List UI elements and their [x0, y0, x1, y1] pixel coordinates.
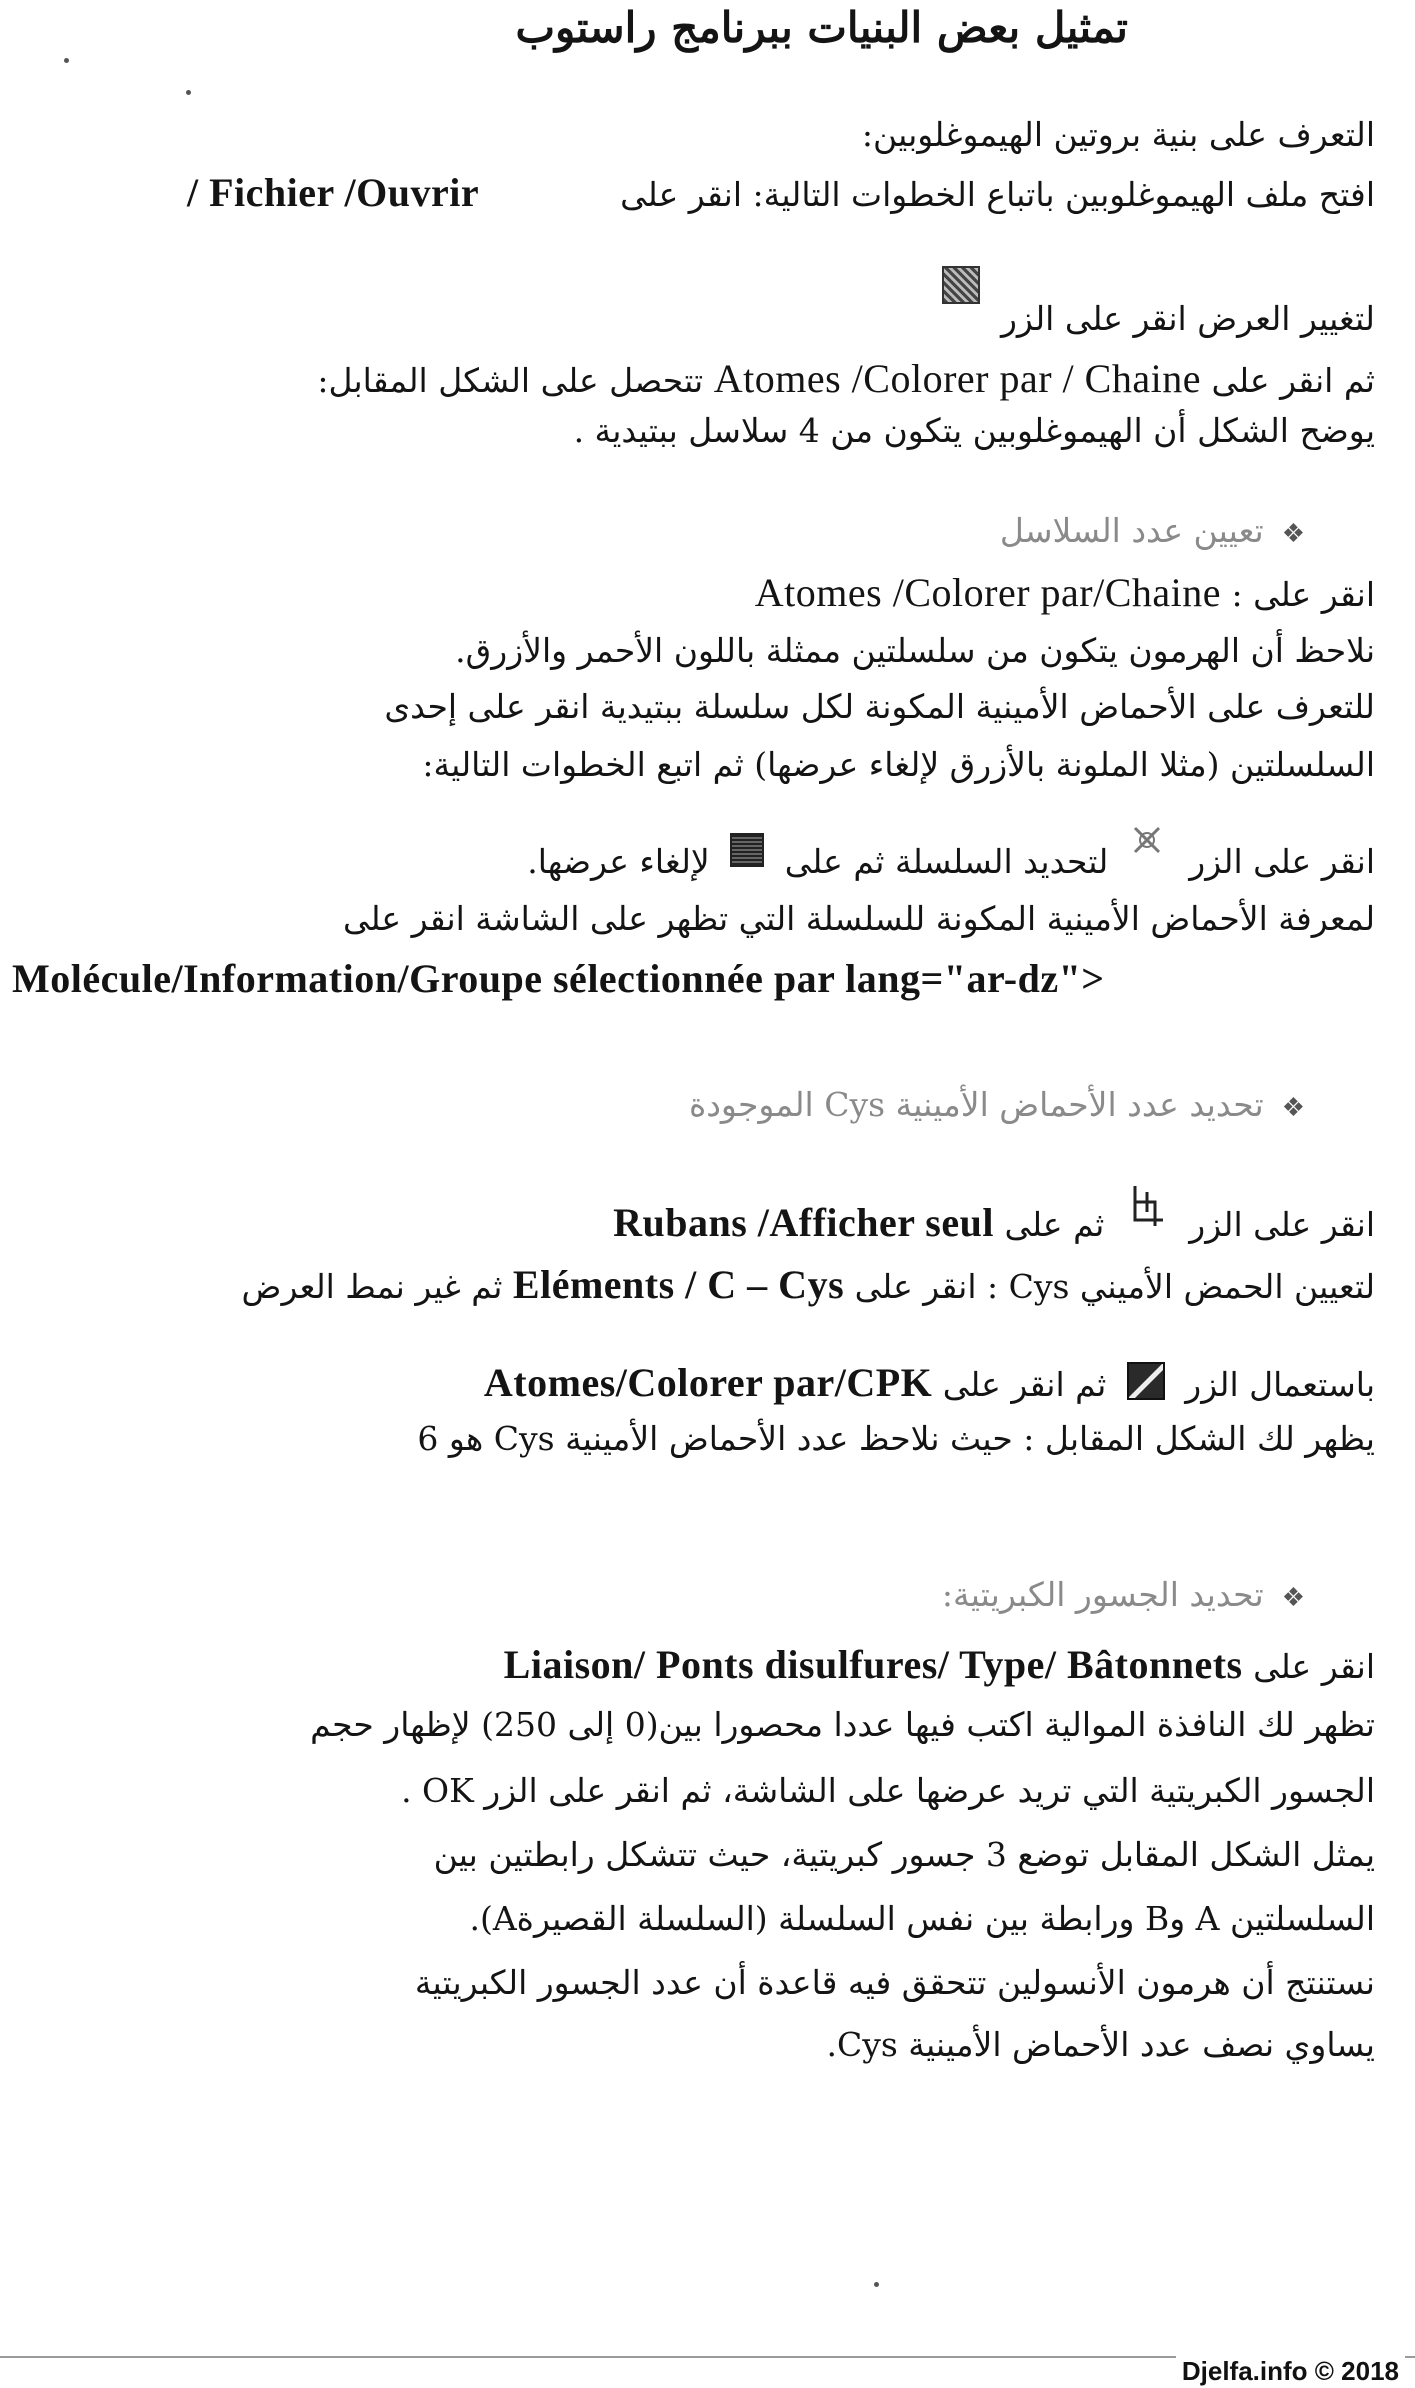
section3-line2-lat: Eléments / C – Cys [512, 1262, 845, 1307]
section1-heading: التعرف على بنية بروتين الهيموغلوبين: [861, 115, 1375, 154]
diamond-bullet-icon: ❖ [1281, 1093, 1305, 1123]
section2-line2: نلاحظ أن الهرمون يتكون من سلسلتين ممثلة باللون الأحمر والأزرق. [455, 631, 1375, 670]
section2-line5 [527, 842, 1375, 886]
section1-line3-lat: Atomes /Colorer par / Chaine [713, 356, 1201, 401]
section1-line3 [317, 356, 1375, 402]
section2-line5-a: انقر على الزر [1189, 841, 1375, 881]
section1-line2-text: لتغيير العرض انقر على الزر [1000, 299, 1375, 338]
section4-line1 [504, 1642, 1375, 1688]
section4-line2: تظهر لك النافذة الموالية اكتب فيها عددا محصورا بين(0 إلى 250) لإظهار حجم [310, 1705, 1375, 1744]
section2-line7-lat: Molécule/Information/Groupe sélectionnée par lang="ar-dz"> [12, 956, 1105, 1001]
section3-line1-b: ثم على [1004, 1204, 1105, 1244]
section3-line1 [613, 1198, 1375, 1256]
scan-speck [64, 58, 69, 63]
section4-heading-row [942, 1576, 1305, 1614]
section4-heading: تحديد الجسور الكبريتية: [941, 1575, 1264, 1614]
section3-line1-lat: Rubans /Afficher seul [613, 1199, 994, 1245]
page-title: تمثيل بعض البنيات ببرنامج راستوب [515, 3, 1128, 52]
section2-line3: للتعرف على الأحماض الأمينية المكونة لكل سلسلة ببتيدية انقر على إحدى [384, 687, 1375, 726]
section2-line4: السلسلتين (مثلا الملونة بالأزرق لإلغاء عرضها) ثم اتبع الخطوات التالية: [422, 745, 1375, 784]
section1-line4: يوضح الشكل أن الهيموغلوبين يتكون من 4 سلاسل ببتيدية . [573, 411, 1375, 450]
solid-square-icon [730, 833, 764, 867]
section4-line1-lat: Liaison/ Ponts disulfures/ Type/ Bâtonnets [503, 1642, 1243, 1687]
section2-line1 [755, 570, 1375, 616]
section2-heading-row [1000, 512, 1305, 550]
diamond-bullet-icon: ❖ [1281, 1583, 1305, 1613]
scan-speck [186, 90, 191, 95]
section1-line1-ar: افتح ملف الهيموغلوبين باتباع الخطوات التالية: انقر على [620, 175, 1375, 214]
section3-line1-a: انقر على الزر [1189, 1204, 1375, 1244]
section2-line6: لمعرفة الأحماض الأمينية المكونة للسلسلة التي تظهر على الشاشة انقر على [342, 899, 1375, 938]
select-cursor-icon [1129, 824, 1169, 868]
section1-line1 [187, 170, 1375, 216]
section1-line3-post: تتحصل على الشكل المقابل: [317, 361, 704, 400]
section4-line6: نستنتج أن هرمون الأنسولين تتحقق فيه قاعدة أن عدد الجسور الكبريتية [414, 1963, 1375, 2002]
diamond-bullet-icon: ❖ [1281, 519, 1305, 549]
section4-line3: الجسور الكبريتية التي تريد عرضها على الشاشة، ثم انقر على الزر OK . [401, 1771, 1375, 1810]
section3-line3-b: ثم انقر على [942, 1365, 1107, 1404]
section3-line3-a: باستعمال الزر [1185, 1365, 1375, 1404]
diagonal-stroke-icon [1127, 1362, 1165, 1400]
section3-line3 [484, 1360, 1375, 1406]
scan-speck [874, 2282, 879, 2287]
section1-line2 [932, 300, 1375, 340]
section4-line7: يساوي نصف عدد الأحماض الأمينية Cys. [826, 2025, 1375, 2064]
section3-line2-b: ثم غير نمط العرض [241, 1267, 503, 1306]
section3-line4: يظهر لك الشكل المقابل : حيث نلاحظ عدد الأحماض الأمينية Cys هو 6 [417, 1419, 1375, 1458]
section4-line5: السلسلتين A وB ورابطة بين نفس السلسلة (السلسلة القصيرةA). [469, 1899, 1375, 1938]
watermark: Djelfa.info © 2018 [1176, 2356, 1405, 2387]
section3-line2-a: لتعيين الحمض الأميني Cys : انقر على [854, 1267, 1375, 1306]
section3-heading: تحديد عدد الأحماض الأمينية Cys الموجودة [688, 1085, 1264, 1124]
ribbon-icon [1125, 1182, 1169, 1240]
section3-heading-row [689, 1086, 1305, 1124]
section2-line5-c: لإلغاء عرضها. [527, 841, 710, 881]
grid-texture-icon [942, 266, 980, 304]
section3-line2 [242, 1262, 1375, 1308]
section4-line1-pre: انقر على [1253, 1647, 1375, 1686]
section2-heading: تعيين عدد السلاسل [999, 511, 1264, 550]
section2-line1-lat: Atomes /Colorer par/Chaine [754, 570, 1222, 615]
section2-line5-b: لتحديد السلسلة ثم على [784, 841, 1109, 881]
section3-line3-lat: Atomes/Colorer par/CPK [483, 1360, 933, 1405]
section1-line1-lat: Fichier /Ouvrir / [186, 170, 480, 215]
section4-line4: يمثل الشكل المقابل توضع 3 جسور كبريتية، حيث تتشكل رابطتين بين [433, 1835, 1375, 1874]
section2-line1-pre: انقر على : [1231, 575, 1375, 614]
section2-line7 [12, 956, 1105, 1002]
section1-line3-pre: ثم انقر على [1211, 361, 1375, 400]
